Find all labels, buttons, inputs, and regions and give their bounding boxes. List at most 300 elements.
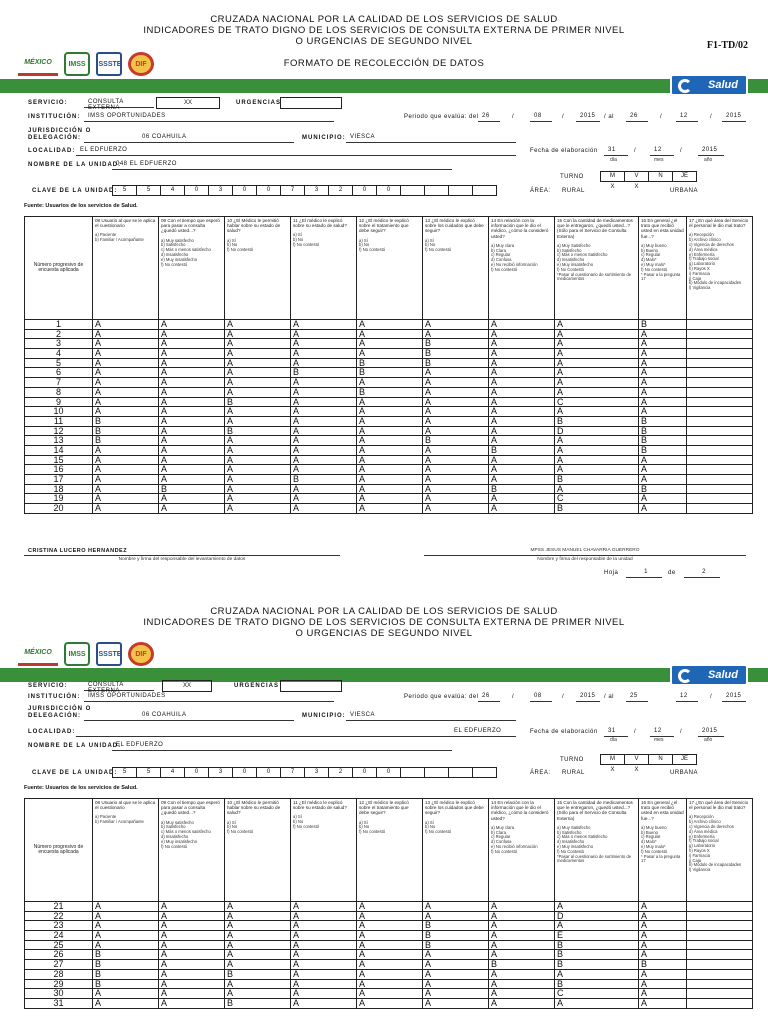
answer-cell: A <box>423 368 489 378</box>
table-row <box>25 436 753 446</box>
answer-cell: A <box>159 475 225 485</box>
question-options: a) Recepción b) Archivo clínico c) Vigencia de derechos d) Área médica e) Enfermería f) Trabajo social g) Laboratorio h) Rayos X i) Farmacia j) Caja k) Módulo de incapacidades l) Vigilancia <box>689 232 742 291</box>
answer-cell: A <box>291 320 357 330</box>
question-header <box>357 799 423 902</box>
clave-label: CLAVE DE LA UNIDAD: <box>32 188 118 194</box>
fecha-year: 2015 <box>698 147 724 156</box>
question-text: 12 ¿El médico le explicó sobre el tratamiento que debe seguir? <box>359 800 409 816</box>
salud-logo <box>670 664 748 686</box>
clave-digit: 5 <box>136 185 161 196</box>
municipio-label: MUNICIPIO: <box>302 135 346 141</box>
periodo-to-month: 12 <box>676 113 698 122</box>
answer-cell: A <box>225 320 291 330</box>
question-header <box>159 217 225 320</box>
question-text: 15 Con la cantidad de medicamentos que le entregaron, ¿quedó usted...? (Sólo para el Servicio de Consulta Externa) <box>557 800 633 821</box>
institution-logos <box>18 52 154 76</box>
fecha-month: 12 <box>650 728 674 737</box>
clave-digit <box>448 767 473 778</box>
table-row <box>25 911 753 921</box>
answer-cell: A <box>357 989 423 999</box>
fecha-slash: / <box>680 148 683 154</box>
answer-cell: A <box>555 445 639 455</box>
row-number: 20 <box>25 504 93 514</box>
answer-cell: A <box>291 979 357 989</box>
answer-cell: A <box>423 950 489 960</box>
answer-cell: A <box>489 416 555 426</box>
question-text: 14 En relación con la información que le dio el médico, ¿cómo la consideró usted? <box>491 218 549 239</box>
answer-cell: A <box>291 950 357 960</box>
answer-cell: C <box>555 397 639 407</box>
table-row <box>25 950 753 960</box>
answer-cell: A <box>555 921 639 931</box>
answer-cell: B <box>555 475 639 485</box>
answer-cell: A <box>555 329 639 339</box>
turno-header-cells <box>600 171 696 182</box>
answer-cell: A <box>489 329 555 339</box>
answer-cell <box>687 989 753 999</box>
answer-cell: A <box>489 455 555 465</box>
answer-cell: A <box>225 378 291 388</box>
answer-cell: A <box>225 960 291 970</box>
table-row <box>25 921 753 931</box>
answer-cell: A <box>93 921 159 931</box>
municipio-label: MUNICIPIO: <box>302 713 346 719</box>
green-band <box>0 668 768 682</box>
answer-cell: A <box>489 349 555 359</box>
answer-cell: A <box>291 455 357 465</box>
urgencias-box <box>280 97 342 109</box>
form-page-2 <box>0 600 768 1024</box>
fecha-slash: / <box>634 148 637 154</box>
question-options: a) Muy clara b) Clara c) Regular d) Confusa e) No recibió información f) No contestó <box>491 824 538 854</box>
answer-cell: B <box>93 950 159 960</box>
jurisdiccion-label: JURISDICCIÓN O <box>28 128 92 134</box>
answer-cell: A <box>357 940 423 950</box>
answer-cell: B <box>159 484 225 494</box>
table-row <box>25 465 753 475</box>
answer-cell: A <box>93 445 159 455</box>
periodo-from-day: 26 <box>478 113 500 122</box>
answer-cell: B <box>423 339 489 349</box>
total-value: 2 <box>684 569 720 578</box>
answer-cell: A <box>93 998 159 1008</box>
answer-cell: A <box>639 998 687 1008</box>
answer-cell: A <box>639 378 687 388</box>
survey-table-page-2 <box>24 798 753 1009</box>
periodo-label: Periodo que evalúa: del <box>404 114 479 120</box>
periodo-al: / al <box>604 694 615 700</box>
answer-cell: A <box>639 358 687 368</box>
question-text: 14 En relación con la información que le dio el médico, ¿cómo la consideró usted? <box>491 800 549 821</box>
answer-cell: A <box>159 426 225 436</box>
municipio-value: VIESCA <box>346 712 516 721</box>
question-header <box>555 799 639 902</box>
clave-digit: 5 <box>112 185 137 196</box>
answer-cell: A <box>357 436 423 446</box>
row-number: 25 <box>25 940 93 950</box>
mexico-logo: MÉXICO <box>18 52 58 76</box>
question-text: 16 En general ¿el trato que recibió usted en esta unidad fue...? <box>641 218 684 239</box>
turno-v: V <box>624 754 649 765</box>
fuente-note: Fuente: Usuarios de los servicios de Salud. <box>24 203 138 209</box>
answer-cell: A <box>639 387 687 397</box>
answer-cell <box>687 998 753 1008</box>
answer-cell: A <box>423 989 489 999</box>
answer-cell: A <box>357 979 423 989</box>
answer-cell: B <box>639 436 687 446</box>
answer-cell: A <box>225 368 291 378</box>
answer-cell: A <box>423 320 489 330</box>
question-options: a) Muy clara b) Clara c) Regular d) Confusa e) No recibió información f) No contestó <box>491 242 538 272</box>
answer-cell: A <box>489 339 555 349</box>
row-number: 21 <box>25 902 93 912</box>
servicio-label: SERVICIO: <box>28 100 68 106</box>
table-row <box>25 387 753 397</box>
row-number: 28 <box>25 969 93 979</box>
answer-cell: A <box>357 445 423 455</box>
title-line-3: O URGENCIAS DE SEGUNDO NIVEL <box>295 628 473 639</box>
answer-cell: A <box>639 368 687 378</box>
question-options: a) Sí b) No f) No contestó <box>227 237 254 253</box>
question-text: 11 ¿El médico le explicó sobre su estado de salud? <box>293 800 347 811</box>
answer-cell: A <box>489 475 555 485</box>
clave-digit: 0 <box>256 185 281 196</box>
periodo-to-day: 25 <box>626 693 648 702</box>
answer-cell: B <box>93 969 159 979</box>
answer-cell: A <box>423 407 489 417</box>
area-rural: RURAL <box>562 188 585 194</box>
question-options: a) Paciente b) Familiar / Acompañante <box>95 814 144 825</box>
answer-cell: A <box>93 902 159 912</box>
table-row <box>25 368 753 378</box>
row-number: 2 <box>25 329 93 339</box>
answer-cell: A <box>291 407 357 417</box>
answer-cell: A <box>225 989 291 999</box>
row-number: 6 <box>25 368 93 378</box>
salud-label: Salud <box>708 79 738 91</box>
salud-swirl-icon <box>678 669 692 683</box>
clave-digit: 2 <box>328 767 353 778</box>
answer-cell <box>687 950 753 960</box>
answer-cell <box>687 455 753 465</box>
delegacion-label: DELEGACIÓN: <box>28 135 81 141</box>
answer-cell: A <box>639 475 687 485</box>
answer-cell: A <box>225 445 291 455</box>
question-options: a) Sí b) No f) No contestó <box>227 819 254 835</box>
answer-cell: A <box>159 368 225 378</box>
answer-cell: B <box>93 426 159 436</box>
jurisdiccion-label: JURISDICCIÓN O <box>28 706 92 712</box>
table-row <box>25 329 753 339</box>
question-options: a) Sí b) No f) No contestó <box>425 819 452 835</box>
answer-cell: A <box>159 911 225 921</box>
answer-cell: A <box>291 494 357 504</box>
answer-cell: A <box>489 940 555 950</box>
answer-cell: A <box>423 465 489 475</box>
clave-digit: 0 <box>376 185 401 196</box>
institucion-value: IMSS OPORTUNIDADES <box>84 113 334 122</box>
question-header <box>225 799 291 902</box>
clave-digit: 3 <box>304 185 329 196</box>
answer-cell: A <box>555 998 639 1008</box>
answer-cell: A <box>423 378 489 388</box>
answer-cell: B <box>555 940 639 950</box>
table-row <box>25 940 753 950</box>
row-number: 31 <box>25 998 93 1008</box>
answer-cell: A <box>639 989 687 999</box>
periodo-slash: / <box>710 114 713 120</box>
answer-cell: A <box>225 979 291 989</box>
answer-cell <box>687 969 753 979</box>
institucion-value: IMSS OPORTUNIDADES <box>84 693 334 702</box>
row-number: 12 <box>25 426 93 436</box>
answer-cell: A <box>291 358 357 368</box>
answer-cell: A <box>489 465 555 475</box>
answer-cell: B <box>93 436 159 446</box>
answer-cell <box>687 358 753 368</box>
answer-cell <box>687 921 753 931</box>
periodo-from-year: 2015 <box>576 113 600 122</box>
answer-cell: A <box>159 320 225 330</box>
answer-cell: A <box>225 950 291 960</box>
hoja-label: Hoja <box>604 570 619 576</box>
turno-mark-m: X <box>610 184 615 190</box>
turno-header-cells <box>600 754 696 765</box>
area-urbana: URBANA <box>670 770 699 776</box>
answer-cell: A <box>159 378 225 388</box>
answer-cell: A <box>291 921 357 931</box>
question-header <box>93 217 159 320</box>
answer-cell: A <box>357 378 423 388</box>
question-text: 10 ¿El Médico le permitió hablar sobre su estado de salud? <box>227 800 281 816</box>
dia-caption: día <box>610 157 617 163</box>
turno-mark-cells <box>600 183 648 194</box>
area-rural: RURAL <box>562 770 585 776</box>
answer-cell: A <box>159 329 225 339</box>
periodo-to-day: 26 <box>626 113 648 122</box>
answer-cell: A <box>159 940 225 950</box>
clave-digit <box>472 185 497 196</box>
answer-cell: A <box>225 475 291 485</box>
answer-cell <box>687 465 753 475</box>
answer-cell: A <box>555 358 639 368</box>
answer-cell: A <box>555 368 639 378</box>
turno-je: JE <box>672 171 697 182</box>
answer-cell: A <box>489 436 555 446</box>
answer-cell: A <box>93 989 159 999</box>
table-row <box>25 455 753 465</box>
servicio-mark-box: XX <box>162 680 212 692</box>
question-text: 16 En general ¿el trato que recibió usted en esta unidad fue...? <box>641 800 684 821</box>
answer-cell: A <box>225 921 291 931</box>
answer-cell: A <box>555 455 639 465</box>
row-number: 3 <box>25 339 93 349</box>
periodo-from-day: 26 <box>478 693 500 702</box>
answer-cell: A <box>291 445 357 455</box>
question-options: a) Muy Satisfecho b) Satisfecho c) Más o menos Satisfecho d) Insatisfecho e) Muy insatisfecho f) No Contestó *Pasar al cuestionario de surtimiento de medicamentos <box>557 242 632 282</box>
answer-cell: A <box>291 465 357 475</box>
clave-label: CLAVE DE LA UNIDAD: <box>32 770 118 776</box>
area-label: ÁREA: <box>530 188 551 194</box>
answer-cell: A <box>291 426 357 436</box>
answer-cell: A <box>423 911 489 921</box>
answer-cell: A <box>555 339 639 349</box>
dia-caption: día <box>610 737 617 743</box>
answer-cell: A <box>159 494 225 504</box>
localidad-value: EL EDFUERZO <box>76 728 516 737</box>
clave-digit: 5 <box>136 767 161 778</box>
answer-cell: B <box>423 358 489 368</box>
answer-cell: A <box>291 969 357 979</box>
title-line-3: O URGENCIAS DE SEGUNDO NIVEL <box>295 36 473 47</box>
answer-cell: A <box>93 940 159 950</box>
table-row <box>25 349 753 359</box>
answer-cell: A <box>555 349 639 359</box>
answer-cell: A <box>159 465 225 475</box>
survey-table-page-1 <box>24 216 753 514</box>
answer-cell: B <box>225 397 291 407</box>
answer-cell: A <box>93 378 159 388</box>
clave-digit: 3 <box>208 185 233 196</box>
answer-cell: A <box>423 475 489 485</box>
clave-digit: 0 <box>352 185 377 196</box>
answer-cell: A <box>489 979 555 989</box>
answer-cell: A <box>225 931 291 941</box>
question-options: a) Sí b) No f) No contestó <box>359 237 386 253</box>
fecha-label: Fecha de elaboración <box>530 729 598 735</box>
answer-cell: A <box>159 349 225 359</box>
question-options: a) Sí b) No f) No contestó <box>425 237 452 253</box>
question-text: 09 Con el tiempo que esperó para pasar a consulta ¿quedó usted...? <box>161 800 220 816</box>
question-header <box>639 217 687 320</box>
institution-logos <box>18 642 154 666</box>
table-row <box>25 504 753 514</box>
turno-mark-v: X <box>634 767 639 773</box>
question-header <box>423 799 489 902</box>
form-code: F1-TD/02 <box>706 40 748 51</box>
answer-cell: A <box>489 494 555 504</box>
nombre-unidad-label: NOMBRE DE LA UNIDAD: <box>28 743 122 749</box>
issste-logo: ISSSTE <box>96 52 122 76</box>
question-header <box>639 799 687 902</box>
answer-cell: A <box>423 902 489 912</box>
area-urbana: URBANA <box>670 188 699 194</box>
salud-logo <box>670 74 748 96</box>
form-subtitle: FORMATO DE RECOLECCIÓN DE DATOS <box>283 58 485 69</box>
answer-cell: B <box>93 979 159 989</box>
table-row <box>25 969 753 979</box>
fecha-month: 12 <box>650 147 674 156</box>
answer-cell: A <box>639 465 687 475</box>
answer-cell: A <box>555 387 639 397</box>
answer-cell: A <box>639 407 687 417</box>
answer-cell: A <box>357 931 423 941</box>
answer-cell: A <box>225 484 291 494</box>
table-row <box>25 484 753 494</box>
table-row <box>25 407 753 417</box>
answer-cell: A <box>159 455 225 465</box>
row-number: 15 <box>25 455 93 465</box>
answer-cell: A <box>225 940 291 950</box>
answer-cell <box>687 436 753 446</box>
answer-cell: A <box>93 911 159 921</box>
answer-cell: B <box>555 416 639 426</box>
answer-cell: A <box>423 387 489 397</box>
answer-cell: A <box>93 358 159 368</box>
answer-cell: A <box>423 998 489 1008</box>
answer-cell: A <box>159 921 225 931</box>
urgencias-box <box>280 680 342 692</box>
clave-digit <box>424 185 449 196</box>
mexico-logo: MÉXICO <box>18 642 58 666</box>
answer-cell: A <box>489 387 555 397</box>
answer-cell: A <box>93 387 159 397</box>
answer-cell: A <box>639 329 687 339</box>
title-line-1: CRUZADA NACIONAL POR LA CALIDAD DE LOS SERVICIOS DE SALUD <box>210 14 558 25</box>
table-row <box>25 358 753 368</box>
turno-n: N <box>648 171 673 182</box>
clave-digit: 4 <box>160 767 185 778</box>
answer-cell: A <box>159 397 225 407</box>
answer-cell: A <box>159 407 225 417</box>
row-number: 19 <box>25 494 93 504</box>
answer-cell: A <box>93 931 159 941</box>
answer-cell: A <box>291 931 357 941</box>
responsable-levantamiento-caption: Nombre y firma del responsable del levantamiento de datos <box>118 557 246 562</box>
servicio-value: CONSULTA EXTERNA <box>84 99 154 108</box>
clave-digit: 0 <box>352 767 377 778</box>
answer-cell: A <box>225 349 291 359</box>
answer-cell <box>687 368 753 378</box>
dif-logo: DIF <box>128 52 154 76</box>
table-row <box>25 339 753 349</box>
clave-digit <box>472 767 497 778</box>
answer-cell: A <box>357 397 423 407</box>
answer-cell: B <box>423 921 489 931</box>
turno-n: N <box>648 754 673 765</box>
answer-cell: A <box>159 960 225 970</box>
answer-cell: B <box>291 475 357 485</box>
answer-cell: A <box>93 484 159 494</box>
answer-cell: A <box>639 931 687 941</box>
question-header <box>423 217 489 320</box>
answer-cell: A <box>357 950 423 960</box>
servicio-mark-box: XX <box>156 97 220 109</box>
answer-cell: A <box>93 475 159 485</box>
question-options: a) Sí b) No f) No contestó <box>293 814 320 829</box>
table-row <box>25 960 753 970</box>
answer-cell: A <box>423 416 489 426</box>
periodo-from-year: 2015 <box>576 693 600 702</box>
clave-digit: 7 <box>280 185 305 196</box>
answer-cell <box>687 504 753 514</box>
answer-cell: A <box>93 320 159 330</box>
answer-cell: A <box>489 969 555 979</box>
answer-cell: A <box>225 339 291 349</box>
answer-cell: A <box>93 465 159 475</box>
servicio-value: CONSULTA EXTERNA <box>84 682 154 691</box>
answer-cell: A <box>423 960 489 970</box>
answer-cell: A <box>423 969 489 979</box>
answer-cell: B <box>423 931 489 941</box>
answer-cell: A <box>423 484 489 494</box>
answer-cell: A <box>357 320 423 330</box>
answer-cell: A <box>489 931 555 941</box>
answer-cell: A <box>489 921 555 931</box>
question-options: a) Muy satisfecho b) Satisfecho c) Más o menos satisfecho d) Insatisfecho e) Muy insatisfecho f) No contestó <box>161 819 211 849</box>
answer-cell: A <box>489 950 555 960</box>
answer-cell: A <box>489 989 555 999</box>
